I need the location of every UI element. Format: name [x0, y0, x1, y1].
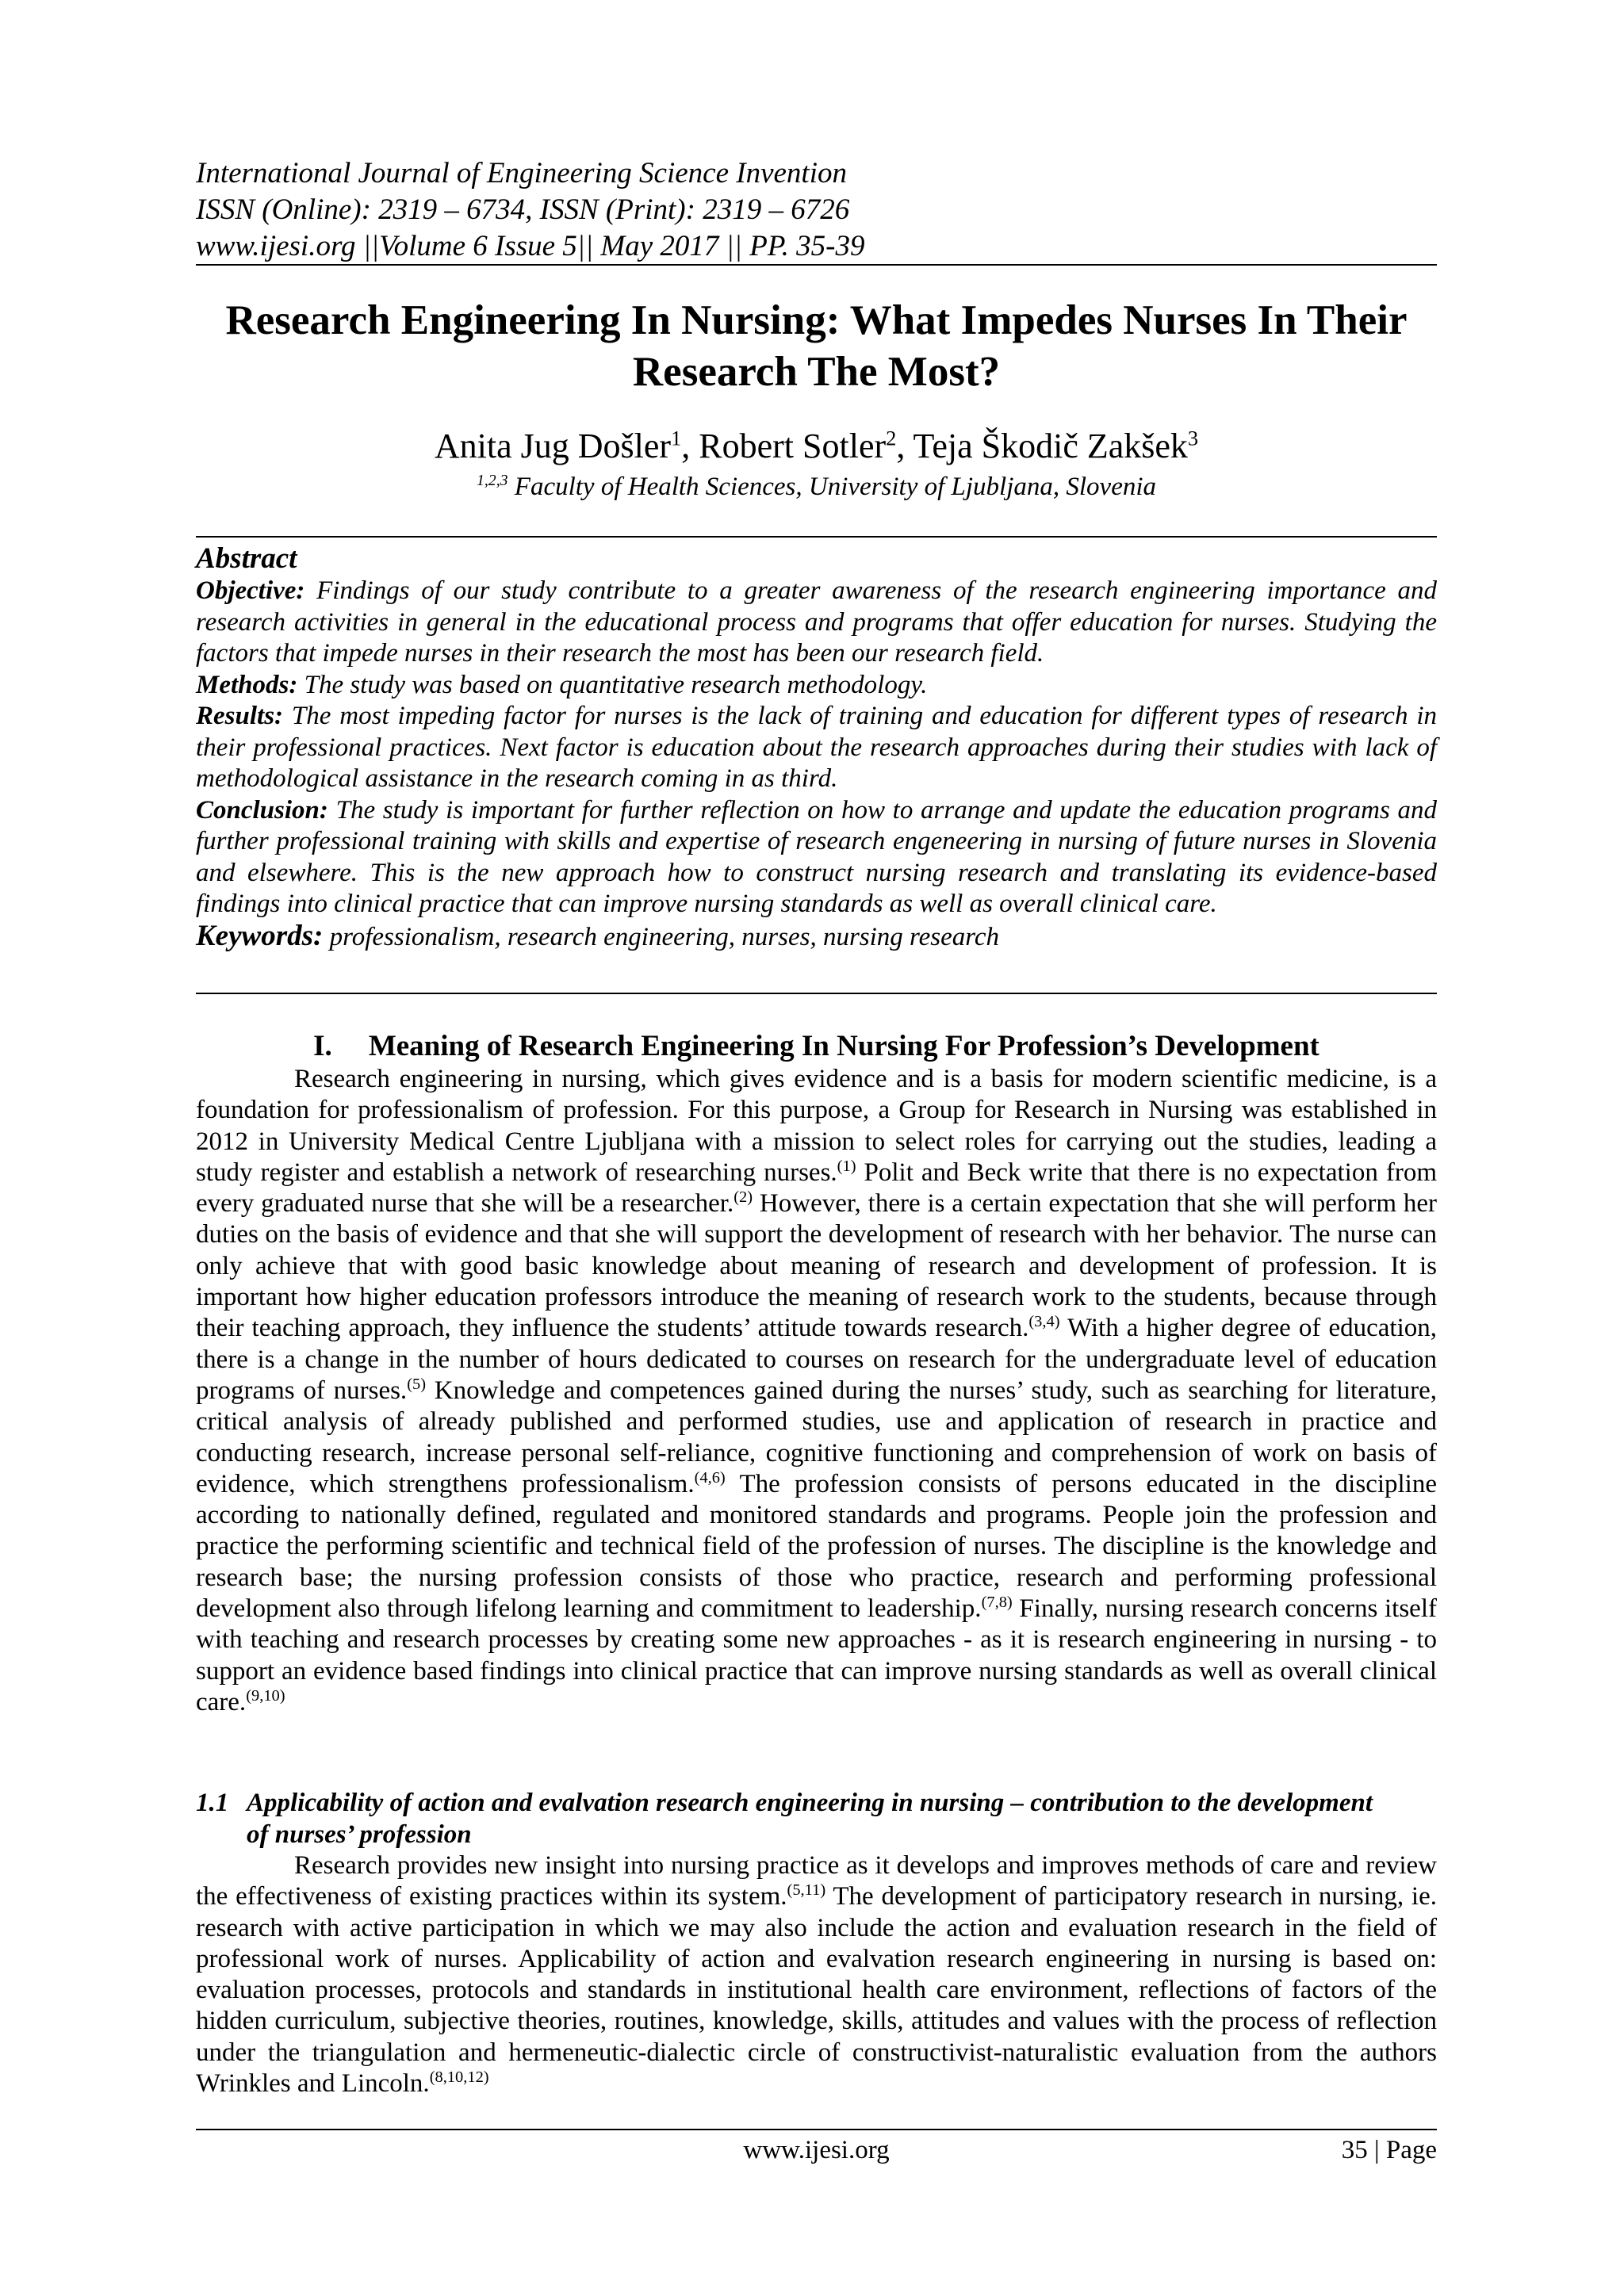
title-line-1: Research Engineering In Nursing: What Impedes Nurses In Their [225, 297, 1408, 343]
subsection-1-1-paragraph: Research provides new insight into nursing practice as it develops and improves methods of care and review the effectiveness of existing practices within its system.$^{(5,11)}$ The development of participatory research in nursing, ie. research with active participation in which we may also include the action and evaluation research in the field of professional work of nurses. Applicability of action and evalvation research engineering in nursing is based on: evaluation processes, protocols and standards in institutional health care environment, reflections of factors of the hidden curriculum, subjective theories, routines, knowledge, skills, attitudes and values with the process of reflection under the triangulation and hermeneutic-dialectic circle of constructivist-naturalistic evaluation from the authors Wrinkles and Lincoln.$^{(8,10,12)}$ [196, 1851, 1437, 2099]
paper-title [196, 295, 1437, 398]
author-list [196, 425, 1437, 468]
footer-site: www.ijesi.org [743, 2136, 890, 2164]
subsection-title-line-2: of nurses’ profession [247, 1820, 472, 1849]
abstract-methods: Methods: The study was based on quantitative research methodology. [196, 670, 928, 699]
abstract-heading: Abstract [196, 542, 297, 575]
abstract-conclusion: Conclusion: The study is important for further reflection on how to arrange and update the education programs and further professional training with skills and expertise of research engeneering in nursing of future nurses in Slovenia and elsewhere. This is the new approach how to construct nursing research and translating its evidence-based findings into clinical practice that can improve nursing standards as well as overall clinical care. [196, 795, 1437, 918]
abstract-bottom-rule [196, 993, 1437, 994]
abstract-keywords: Keywords: professionalism, research engineering, nurses, nursing research [196, 919, 1000, 952]
subsection-1-1-body [196, 1850, 1437, 2099]
abstract-results: Results: The most impeding factor for nurses is the lack of training and education for different types of research in their professional practices. Next factor is education about the research approaches during their studies with lack of methodological assistance in the research coming in as third. [196, 702, 1437, 793]
author-1: Anita Jug Došler$^1$, [434, 426, 699, 465]
section-number: I. [313, 1030, 332, 1062]
section-1-body [196, 1064, 1437, 1718]
abstract-objective: Objective: Findings of our study contribute to a greater awareness of the research engineering importance and research activities in general in the educational process and programs that offer education for nurses. Studying the factors that impede nurses in their research the most has been our research field. [196, 576, 1437, 668]
subsection-title-line-1: Applicability of action and evalvation research engineering in nursing – contribution to the development [247, 1789, 1373, 1817]
page-number: 35 | Page [1341, 2136, 1437, 2164]
section-1-paragraph: Research engineering in nursing, which gives evidence and is a basis for modern scientific medicine, is a foundation for professionalism of profession. For this purpose, a Group for Research in Nursing was established in 2012 in University Medical Centre Ljubljana with a mission to select roles for carrying out the studies, leading a study register and establish a network of researching nurses.$^{(1)}$ Polit and Beck write that there is no expectation from every graduated nurse that she will be a researcher.$^{(2)}$ However, there is a certain expectation that she will perform her duties on the basis of evidence and that she will support the development of research with her behavior. The nurse can only achieve that with good basic knowledge about meaning of research and development of profession. It is important how higher education professors introduce the meaning of research work to the students, because through their teaching approach, they influence the students’ attitude towards research.$^{(3,4)}$ With a higher degree of education, there is a change in the number of hours dedicated to courses on research for the undergraduate level of education programs of nurses.$^{(5)}$ Knowledge and competences gained during the nurses’ study, such as searching for literature, critical analysis of already published and performed studies, use and application of research in practice and conducting research, increase personal self-reliance, cognitive functioning and comprehension of work on basis of evidence, which strengthens professionalism.$^{(4,6)}$ The profession consists of persons educated in the discipline according to nationally defined, regulated and monitored standards and programs. People join the profession and practice the performing scientific and technical field of the profession of nurses. The discipline is the knowledge and research base; the nursing profession consists of those who practice, research and performing professional development also through lifelong learning and commitment to leadership.$^{(7,8)}$ Finally, nursing research concerns itself with teaching and research processes by creating some new approaches - as it is research engineering in nursing - to support an evidence based findings into clinical practice that can improve nursing standards as well as overall clinical care.$^{(9,10)}$ [196, 1065, 1438, 1716]
abstract [196, 542, 1437, 953]
section-heading [196, 1029, 1437, 1064]
author-2: Robert Sotler$^2$, [699, 426, 914, 465]
footer-rule [196, 2129, 1437, 2130]
title-line-2: Research The Most? [632, 349, 1001, 395]
header-rule [196, 264, 1437, 266]
journal-volume: www.ijesi.org ||Volume 6 Issue 5|| May 2017 || PP. 35-39 [196, 230, 865, 262]
journal-issn: ISSN (Online): 2319 – 6734, ISSN (Print): 2319 – 6726 [196, 193, 850, 226]
journal-name: International Journal of Engineering Science Invention [196, 157, 847, 189]
journal-header [196, 155, 1437, 265]
subsection-number: 1.1 [196, 1789, 229, 1817]
subsection-heading [196, 1787, 1437, 1850]
affiliation: $^{1,2,3}$ Faculty of Health Sciences, University of Ljubljana, Slovenia [476, 472, 1157, 501]
section-title: Meaning of Research Engineering In Nursing For Profession’s Development [368, 1030, 1320, 1062]
author-3: Teja Škodič Zakšek$^3$ [913, 426, 1199, 465]
abstract-top-rule [196, 536, 1437, 538]
